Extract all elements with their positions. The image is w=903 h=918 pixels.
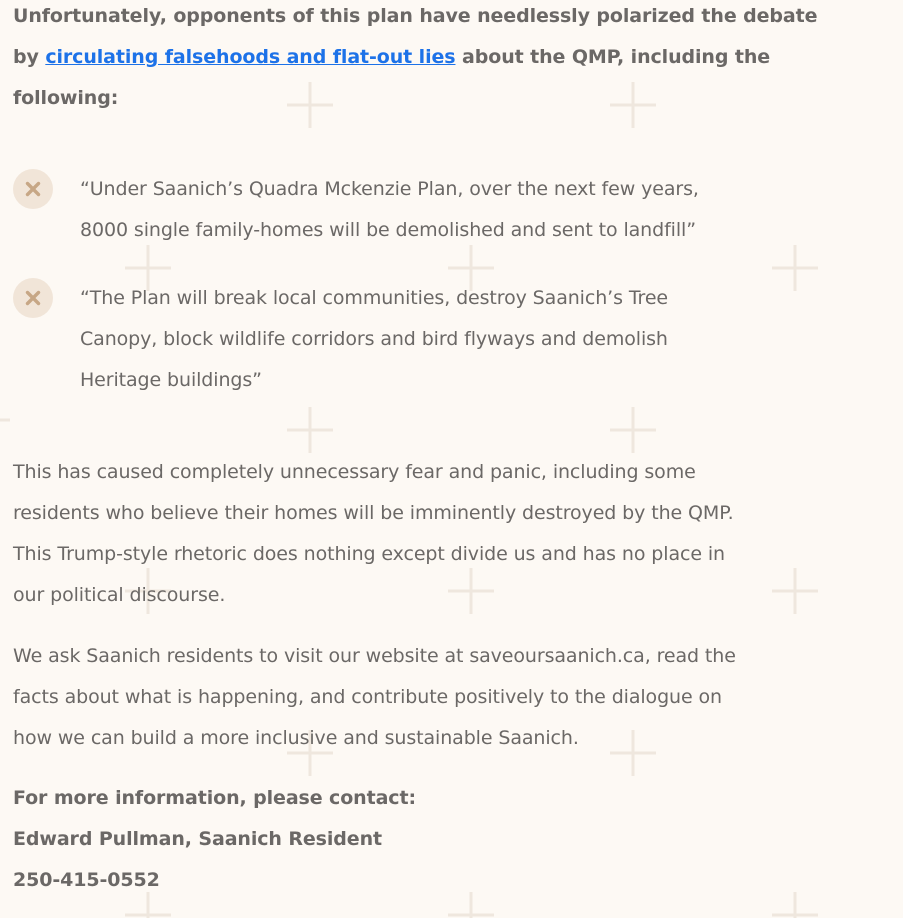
claim-quote bbox=[80, 278, 668, 401]
paragraph-line: our political discourse. bbox=[13, 584, 226, 606]
claim-line: 8000 single family-homes will be demolished and sent to landfill” bbox=[80, 219, 696, 241]
paragraph-line: This has caused completely unnecessary fear and panic, including some bbox=[13, 461, 696, 483]
x-icon bbox=[13, 278, 53, 318]
intro-paragraph bbox=[13, 0, 817, 119]
intro-line bbox=[13, 37, 817, 78]
claim-line: “Under Saanich’s Quadra Mckenzie Plan, over the next few years, bbox=[80, 178, 699, 200]
fear-paragraph bbox=[13, 452, 734, 616]
contact-heading: For more information, please contact: bbox=[13, 787, 416, 809]
claim-line: Canopy, block wildlife corridors and bird flyways and demolish bbox=[80, 328, 668, 350]
contact-phone: 250-415-0552 bbox=[13, 869, 160, 891]
paragraph-line: residents who believe their homes will be imminently destroyed by the QMP. bbox=[13, 502, 734, 524]
paragraph-line: We ask Saanich residents to visit our website at saveoursaanich.ca, read the bbox=[13, 645, 736, 667]
paragraph-line: facts about what is happening, and contribute positively to the dialogue on bbox=[13, 686, 722, 708]
paragraph-line: This Trump-style rhetoric does nothing except divide us and has no place in bbox=[13, 543, 725, 565]
website-paragraph bbox=[13, 636, 736, 759]
claim-line: Heritage buildings” bbox=[80, 369, 262, 391]
contact-name: Edward Pullman, Saanich Resident bbox=[13, 828, 382, 850]
intro-text: about the QMP, including the bbox=[455, 46, 771, 68]
claim-quote bbox=[80, 169, 699, 251]
paragraph-line: how we can build a more inclusive and sustainable Saanich. bbox=[13, 727, 579, 749]
intro-line: following: bbox=[13, 87, 119, 109]
falsehoods-link[interactable]: circulating falsehoods and flat-out lies bbox=[45, 46, 456, 68]
intro-text: by bbox=[13, 46, 46, 68]
contact-block bbox=[13, 778, 416, 901]
intro-line: Unfortunately, opponents of this plan have needlessly polarized the debate bbox=[13, 5, 818, 27]
claim-line: “The Plan will break local communities, destroy Saanich’s Tree bbox=[80, 287, 669, 309]
x-icon bbox=[13, 169, 53, 209]
